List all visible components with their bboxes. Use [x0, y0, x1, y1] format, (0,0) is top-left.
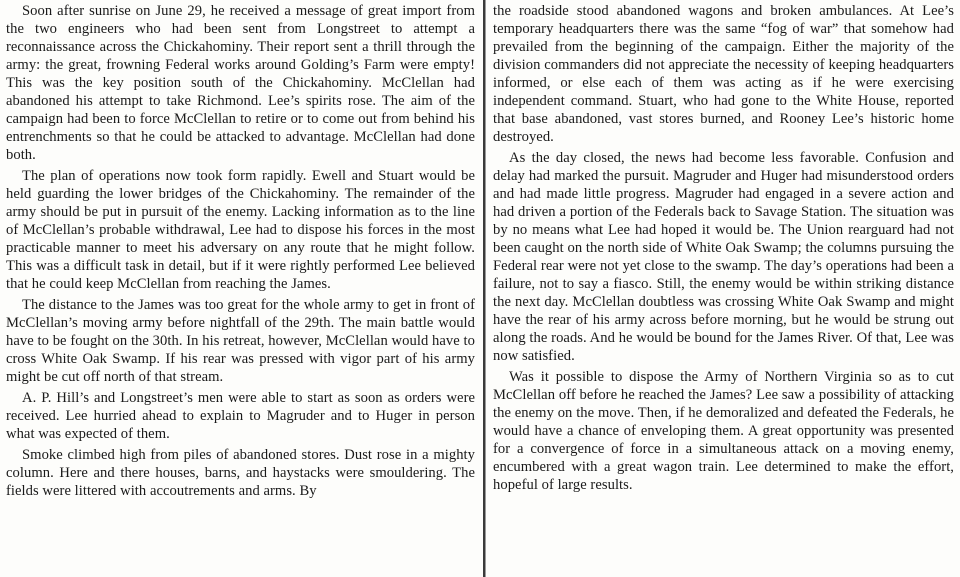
paragraph-hill-longstreet: A. P. Hill’s and Longstreet’s men were able to start as soon as orders were received. Lee hurried ahead to explain to Magruder and to Huger in person what was expected of them. [6, 390, 475, 442]
right-column [483, 0, 960, 577]
paragraph-cut-off-mcclellan: Was it possible to dispose the Army of Northern Virginia so as to cut McClellan off before he reached the James? Lee saw a possibility of attacking the enemy on the move. Then, if he demoralized and defeated the Federals, he would have a chance of enveloping them. A great opportunity was presented for a convergence of force in a simultaneous attack on a moving enemy, encumbered with a great wagon train. Lee determined to make the effort, hopeful of large results. [493, 369, 954, 493]
paragraph-sunrise-message: Soon after sunrise on June 29, he received a message of great import from the two engineers who had been sent from Longstreet to attempt a reconnaissance across the Chickahominy. Their report sent a thrill through the army: the great, frowning Federal works around Golding’s Farm were empty! This was the key position south of the Chickahominy. McClellan had abandoned his attempt to take Richmond. Lee’s spirits rose. The aim of the campaign had been to force McClellan to retire or to come out from behind his entrenchments so that he could be attacked to advantage. McClellan had done both. [6, 3, 475, 163]
paragraph-roadside-continued: the roadside stood abandoned wagons and broken ambulances. At Lee’s temporary headquarters there was the same “fog of war” that somehow had prevailed from the beginning of the campaign. Either the majority of the division commanders did not appreciate the necessity of keeping headquarters informed, or else each of them was acting as if he were exercising independent command. Stuart, who had gone to the White House, reported that base abandoned, vast stores burned, and Rooney Lee’s historic home destroyed. [493, 3, 954, 145]
scan-edge-line [485, 0, 486, 577]
paragraph-day-closed: As the day closed, the news had become less favorable. Confusion and delay had marked the pursuit. Magruder and Huger had misunderstood orders and had made little progress. Magruder had engaged in a severe action and had driven a portion of the Federals back to Savage Station. The situation was by no means what Lee had hoped it would be. The Union rearguard had not been caught on the north side of White Oak Swamp; the columns pursuing the Federal rear were not yet close to the swamp. The day’s operations had been a failure, not to say a fiasco. Still, the enemy would be within striking distance the next day. McClellan doubtless was crossing White Oak Swamp and might have the rear of his army across before morning, but he would be strung out along the roads. And he would be bound for the James River. Of that, Lee was now satisfied. [493, 150, 954, 364]
paragraph-distance-to-james: The distance to the James was too great for the whole army to get in front of McClellan’s moving army before nightfall of the 29th. The main battle would have to be fought on the 30th. In his retreat, however, McClellan would have to cross White Oak Swamp. If his rear was pressed with vigor part of his army might be cut off north of that stream. [6, 297, 475, 385]
paragraph-plan-of-operations: The plan of operations now took form rapidly. Ewell and Stuart would be held guarding the lower bridges of the Chickahominy. The remainder of the army should be put in pursuit of the enemy. Lacking information as to the line of McClellan’s probable withdrawal, Lee had to dispose his forces in the most practicable manner to meet his adversary on any route that he might follow. This was a difficult task in detail, but if it were rightly performed Lee believed that he could keep McClellan from reaching the James. [6, 168, 475, 292]
paragraph-smoke-climbed: Smoke climbed high from piles of abandoned stores. Dust rose in a mighty column. Here and there houses, barns, and haystacks were smouldering. The fields were littered with accoutrements and arms. By [6, 447, 475, 499]
